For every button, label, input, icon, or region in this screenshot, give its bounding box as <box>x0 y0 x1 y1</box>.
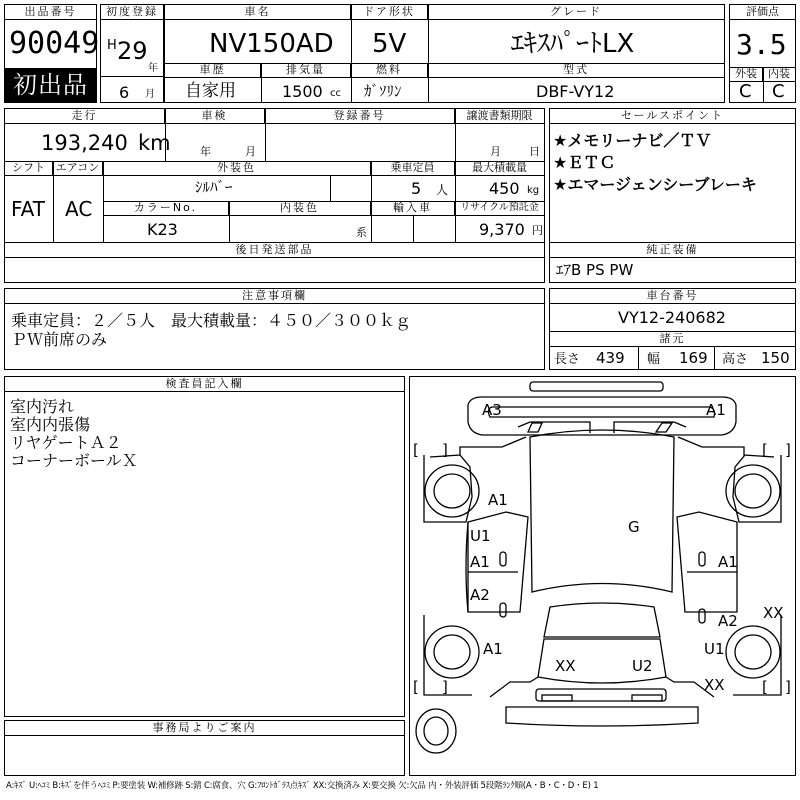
width-value: 169 <box>679 349 708 367</box>
damage-mark: A1 <box>488 491 508 509</box>
sales-points-label: セールスポイント <box>550 109 795 124</box>
displacement-label: 排気量 <box>261 63 351 78</box>
chassis-number: VY12-240682 <box>618 308 726 327</box>
legend-text: A:ｷｽﾞ U:ﾍｺﾐ B:ｷｽﾞを伴うﾍｺﾐ P:要塗装 W:補修跡 S:錆 C:腐食、穴 G:ﾌﾛﾝﾄｶﾞﾗｽ点ｷｽﾞ XX:交換済み X:要交換 欠:欠品 内・外装評価 5段階ﾗﾝｸ順(A・B・C・D・E) 1 <box>6 781 599 791</box>
damage-mark: U1 <box>470 527 491 545</box>
fuel-label: 燃料 <box>351 63 428 78</box>
sales-points-box <box>549 108 796 243</box>
damage-mark: A1 <box>470 553 490 571</box>
inspector-notes-box <box>4 376 405 717</box>
transfer-month-unit: 月 <box>490 145 501 158</box>
max-load-label: 最大積載量 <box>455 161 544 176</box>
mileage-label: 走行 <box>5 109 165 124</box>
first-registration-label: 初度登録 <box>101 5 163 20</box>
score-box <box>729 4 796 103</box>
color-number-value: K23 <box>147 220 178 239</box>
sales-point-item: ★エマージェンシーブレーキ <box>553 175 757 194</box>
shift-label: シフト <box>5 161 53 176</box>
bracket-mark: ] <box>442 678 448 696</box>
ac-label: エアコン <box>53 161 103 176</box>
registration-year: 29 <box>117 37 148 65</box>
score-value: 3.5 <box>736 28 787 61</box>
bracket-mark: [ <box>762 441 768 459</box>
damage-mark: A3 <box>482 401 502 419</box>
shift-value: FAT <box>11 197 46 221</box>
length-value: 439 <box>596 349 625 367</box>
inspector-note: リヤゲートＡ２ <box>10 433 122 452</box>
color-number-label: カラーNo. <box>103 201 229 216</box>
recycle-value: 9,370 <box>479 220 525 239</box>
damage-mark: A1 <box>718 553 738 571</box>
model-label: 型式 <box>428 63 724 78</box>
interior-grade-label: 内装 <box>763 67 795 82</box>
era-letter: H <box>107 38 117 53</box>
lot-number: 90049 <box>9 26 100 61</box>
car-name-box <box>164 4 725 103</box>
inspector-note: 室内汚れ <box>10 397 75 416</box>
office-notice-label: 事務局よりご案内 <box>5 721 404 736</box>
damage-mark: U1 <box>704 640 725 658</box>
recycle-label: リサイクル預託金 <box>455 201 544 216</box>
damage-mark: A2 <box>470 586 490 604</box>
registration-number-label: 登録番号 <box>265 109 455 124</box>
car-name: NV150AD <box>209 29 334 59</box>
chassis-box <box>549 288 796 370</box>
office-notice-box <box>4 720 405 776</box>
later-parts-box <box>4 242 545 283</box>
width-label: 幅 <box>647 352 661 367</box>
damage-mark: G <box>628 518 640 536</box>
history-month: 6 <box>119 83 130 102</box>
year-unit: 年 <box>148 63 158 74</box>
damage-mark: XX <box>704 676 725 694</box>
grade-label: グレード <box>428 5 724 20</box>
model-value: DBF-VY12 <box>536 82 615 101</box>
damage-mark: U2 <box>632 657 653 675</box>
door-label: ドア形状 <box>351 5 428 20</box>
import-label: 輸入車 <box>371 201 455 216</box>
capacity-value: 5 <box>411 179 422 198</box>
mileage-value: 193,240 <box>41 131 128 155</box>
caution-line: 乗車定員：２／５人 最大積載量：４５０／３００ｋｇ <box>11 311 412 330</box>
bracket-mark: ] <box>785 678 791 696</box>
usage-value: 自家用 <box>185 81 236 101</box>
height-label: 高さ <box>722 352 749 367</box>
interior-grade: C <box>772 81 785 102</box>
height-value: 150 <box>761 349 790 367</box>
damage-mark: A1 <box>706 401 726 419</box>
specs-label: 諸元 <box>550 331 795 347</box>
vehicle-details-box <box>4 108 545 243</box>
length-label: 長さ <box>554 352 581 367</box>
damage-mark: A1 <box>483 640 503 658</box>
first-listing-badge: 初出品 <box>5 68 96 102</box>
inspection-month-unit: 月 <box>245 145 256 158</box>
bracket-mark: [ <box>413 678 419 696</box>
caution-label: 注意事項欄 <box>5 289 544 304</box>
genuine-equipment-label: 純正装備 <box>550 243 795 258</box>
inspector-note: 室内内張傷 <box>10 415 91 434</box>
max-load-unit: kg <box>527 185 540 196</box>
inspection-year-unit: 年 <box>200 145 211 158</box>
door-value: 5V <box>372 29 407 59</box>
bracket-mark: ] <box>785 441 791 459</box>
vehicle-damage-diagram <box>409 376 796 776</box>
transfer-day-unit: 日 <box>529 145 540 158</box>
damage-mark: A2 <box>718 612 738 630</box>
sales-point-item: ★メモリーナビ／ＴＶ <box>553 131 712 150</box>
transfer-doc-label: 譲渡書類期限 <box>455 109 544 124</box>
damage-mark: XX <box>763 604 784 622</box>
displacement-unit: cc <box>330 88 341 99</box>
interior-color-label: 内装色 <box>229 201 371 216</box>
lot-number-box <box>4 4 100 103</box>
genuine-equipment-box <box>549 242 796 283</box>
chassis-label: 車台番号 <box>550 289 795 304</box>
inspector-notes-label: 検査員記入欄 <box>5 377 404 392</box>
bracket-mark: ] <box>442 441 448 459</box>
fuel-value: ｶﾞｿﾘﾝ <box>364 82 402 100</box>
capacity-unit: 人 <box>436 183 449 197</box>
lot-label: 出品番号 <box>5 5 96 20</box>
car-outline <box>410 377 795 775</box>
inspection-label: 車検 <box>165 109 265 124</box>
usage-label: 車歴 <box>165 63 261 78</box>
later-parts-label: 後日発送部品 <box>5 243 544 258</box>
caution-line: ＰＷ前席のみ <box>11 330 108 349</box>
inspector-note: コーナーボールＸ <box>10 451 138 470</box>
exterior-color-label: 外装色 <box>103 161 371 176</box>
month-unit: 月 <box>145 89 155 100</box>
capacity-label: 乗車定員 <box>371 161 455 176</box>
exterior-color-value: ｼﾙﾊﾞｰ <box>195 178 233 196</box>
mileage-unit: km <box>138 131 171 155</box>
sales-point-item: ★ＥＴＣ <box>553 153 616 172</box>
score-label: 評価点 <box>730 5 795 20</box>
bracket-mark: [ <box>413 441 419 459</box>
caution-box <box>4 288 545 370</box>
exterior-grade-label: 外装 <box>730 67 763 82</box>
damage-mark: XX <box>555 657 576 675</box>
recycle-unit: 円 <box>532 224 543 237</box>
displacement-value: 1500 <box>282 82 323 101</box>
max-load-value: 450 <box>489 179 520 198</box>
first-registration-box <box>100 4 164 103</box>
ac-value: AC <box>65 197 93 221</box>
car-name-label: 車名 <box>165 5 351 20</box>
genuine-equipment-value: ｴｱB PS PW <box>556 261 634 279</box>
grade-value: ｴｷｽﾊﾟｰﾄLX <box>511 29 635 59</box>
bracket-mark: [ <box>762 678 768 696</box>
exterior-grade: C <box>739 81 752 102</box>
interior-color-unit: 系 <box>356 226 367 239</box>
